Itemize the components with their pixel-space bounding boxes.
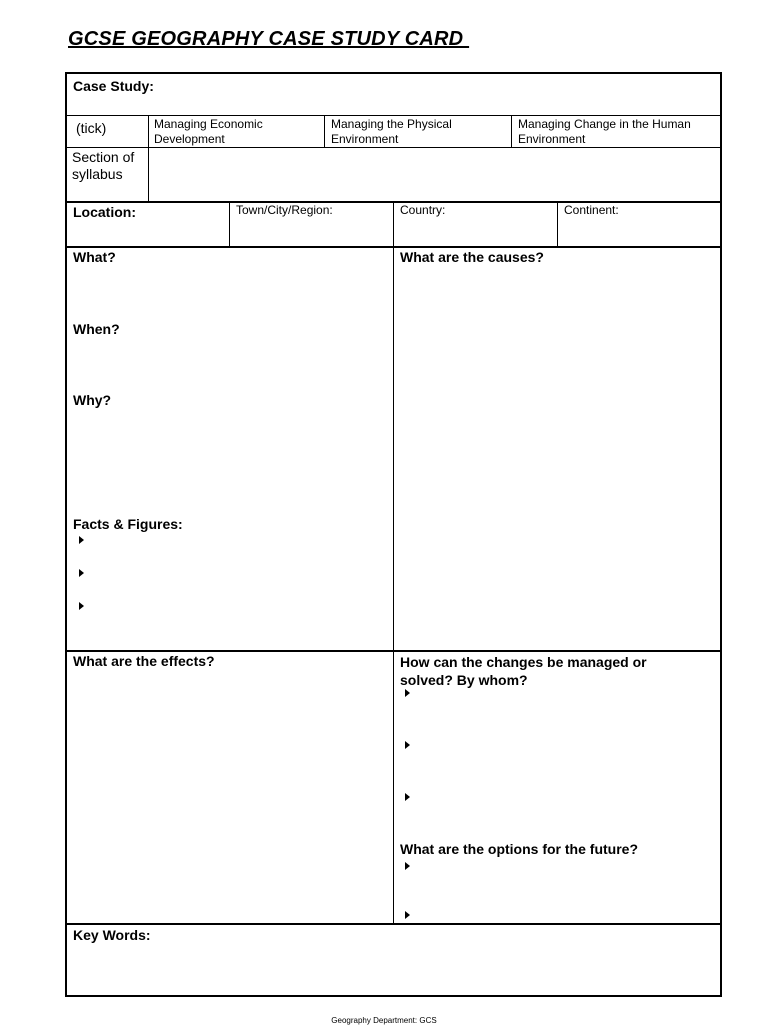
footer: Geography Department: GCS: [331, 1016, 437, 1025]
why-label: Why?: [73, 392, 112, 408]
page-title: GCSE GEOGRAPHY CASE STUDY CARD: [68, 28, 470, 50]
when-label: When?: [73, 321, 120, 337]
location-label: Location:: [73, 204, 136, 220]
option-economic-development[interactable]: Managing Economic Development: [154, 117, 263, 146]
effects-label: What are the effects?: [73, 653, 215, 669]
continent-label: Continent:: [564, 203, 619, 217]
divider: [67, 115, 720, 116]
triangle-right-bullet-icon: [405, 862, 410, 870]
triangle-right-bullet-icon: [405, 741, 410, 749]
causes-label: What are the causes?: [400, 249, 544, 265]
managed-label: How can the changes be managed or solved? By whom?: [400, 654, 647, 688]
country-label: Country:: [400, 203, 446, 217]
triangle-right-bullet-icon: [79, 569, 84, 577]
section-of-syllabus-field[interactable]: [149, 148, 719, 200]
option-physical-environment[interactable]: Managing the Physical Environment: [331, 117, 452, 146]
what-label: What?: [73, 249, 116, 265]
case-study-card: [65, 72, 722, 997]
triangle-right-bullet-icon: [79, 536, 84, 544]
divider: [67, 923, 720, 925]
facts-figures-label: Facts & Figures:: [73, 516, 183, 532]
case-study-label: Case Study:: [73, 78, 154, 94]
triangle-right-bullet-icon: [405, 911, 410, 919]
divider: [324, 115, 325, 148]
divider: [557, 202, 558, 247]
triangle-right-bullet-icon: [405, 689, 410, 697]
tick-label: (tick): [76, 120, 107, 136]
divider: [393, 202, 394, 923]
triangle-right-bullet-icon: [79, 602, 84, 610]
key-words-label: Key Words:: [73, 927, 151, 943]
section-of-syllabus-label: Section of syllabus: [72, 149, 135, 182]
future-options-label: What are the options for the future?: [400, 841, 638, 857]
town-city-region-label: Town/City/Region:: [236, 203, 333, 217]
option-human-environment[interactable]: Managing Change in the Human Environment: [518, 117, 691, 146]
divider: [511, 115, 512, 148]
case-study-field[interactable]: [141, 73, 717, 113]
divider: [229, 202, 230, 247]
triangle-right-bullet-icon: [405, 793, 410, 801]
